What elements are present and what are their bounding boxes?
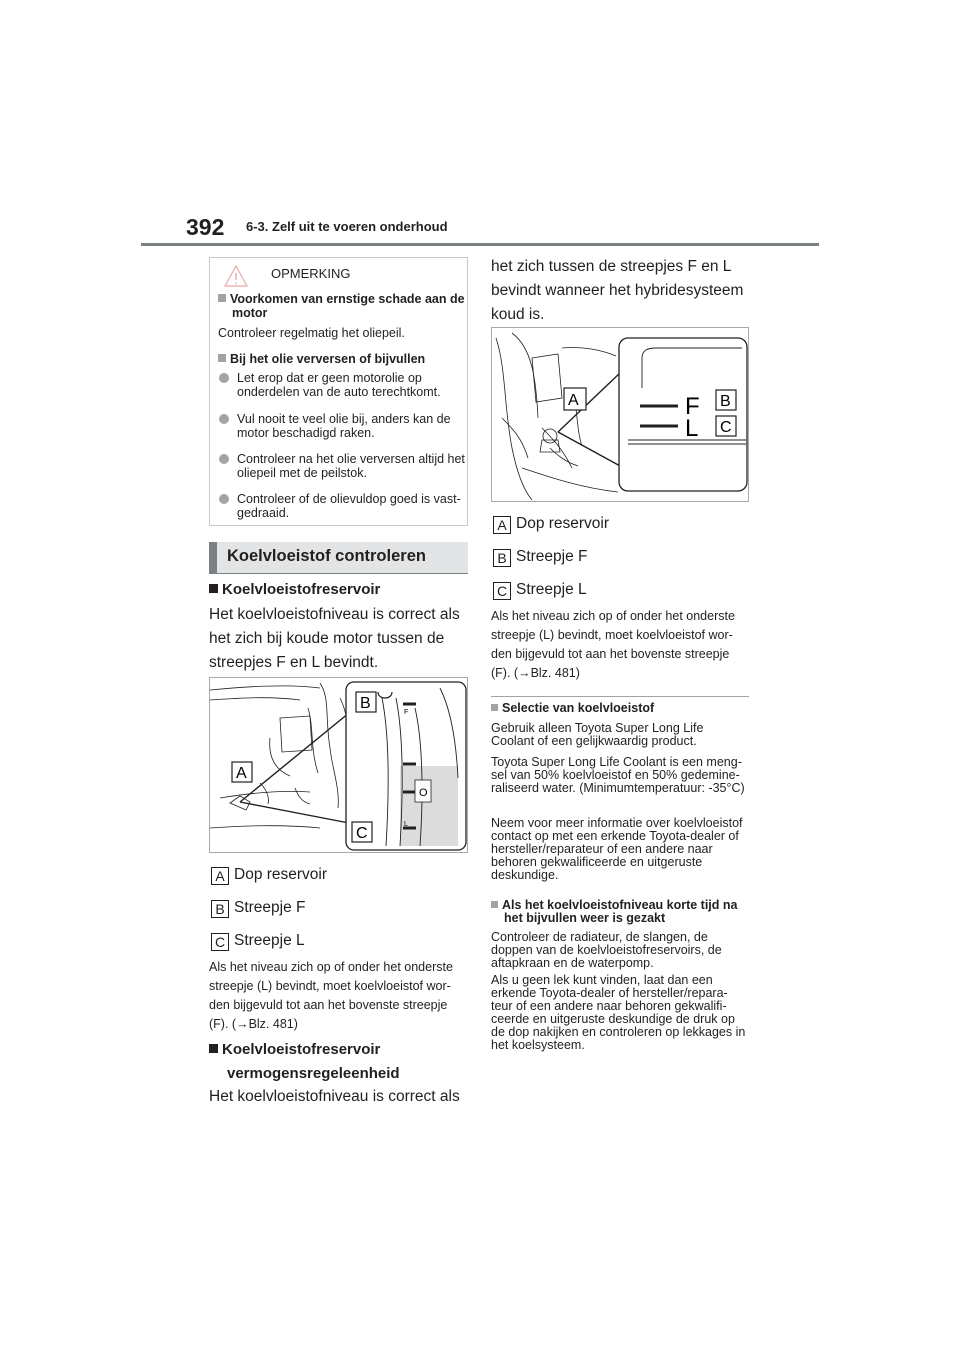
info-heading-level-drop: Als het koelvloeistofniveau korte tijd na het bijvullen weer is gezakt (491, 899, 749, 925)
round-bullet-icon (219, 454, 229, 464)
notice-bullet: Vul nooit te veel olie bij, anders kan de motor beschadigd raken. (218, 412, 481, 440)
figure-label-a: A (236, 765, 247, 782)
note-line: (F). (→Blz. 481) (491, 666, 580, 680)
figure-label-a: A (568, 392, 579, 409)
divider (491, 696, 749, 697)
note-line: (F). (→Blz. 481) (209, 1017, 298, 1031)
round-bullet-icon (219, 373, 229, 383)
square-bullet-icon (491, 704, 498, 711)
figure-mark-f: F (685, 393, 700, 420)
figure-mark-f: F (404, 709, 409, 716)
square-bullet-icon (218, 294, 226, 302)
body-line: streepjes F en L bevindt. (209, 654, 379, 671)
legend-item-a: A Dop reservoir (493, 515, 609, 534)
figure-mark-l: L (685, 415, 699, 442)
round-bullet-icon (219, 494, 229, 504)
figure-coolant-reservoir-engine (209, 677, 468, 853)
note-line: den bijgevuld tot aan het bovenste streepje (491, 647, 730, 661)
body-line: Het koelvloeistofniveau is correct als (209, 606, 460, 623)
info-heading-coolant-selection: Selectie van koelvloeistof (491, 702, 749, 715)
warning-icon (224, 265, 248, 287)
notice-bullet: Let erop dat er geen motorolie op onderdelen van de auto terechtkomt. (218, 371, 481, 399)
figure-label-c: C (356, 825, 368, 842)
section-heading-rule (209, 573, 468, 574)
info-paragraph: Neem voor meer informatie over koelvloeistof contact op met een erkende Toyota-dealer of hersteller/reparateur of een andere naar behoren gekwalificeerde en uitgeruste deskundige. (491, 816, 743, 882)
section-heading (209, 542, 468, 573)
pcu-illustration (492, 328, 749, 502)
subheading-pcu-reservoir: Koelvloeistofreservoir (209, 1041, 380, 1058)
header-rule (141, 243, 819, 246)
note-line: streepje (L) bevindt, moet koelvloeistof wor- (209, 979, 451, 993)
square-bullet-icon (218, 354, 226, 362)
figure-label-b: B (720, 393, 731, 410)
section-heading-text: Koelvloeistof controleren (227, 547, 426, 565)
body-line: koud is. (491, 306, 545, 323)
section-title: 6-3. Zelf uit te voeren onderhoud (246, 219, 448, 234)
notice-title: OPMERKING (271, 266, 351, 281)
subheading-pcu-reservoir-line2: vermogensregeleenheid (227, 1065, 400, 1082)
square-bullet-icon (209, 1044, 218, 1053)
note-line: streepje (L) bevindt, moet koelvloeistof wor- (491, 628, 733, 642)
engine-illustration (210, 678, 468, 853)
square-bullet-icon (491, 901, 498, 908)
page-number: 392 (186, 214, 225, 240)
info-paragraph: Als u geen lek kunt vinden, laat dan een erkende Toyota-dealer of hersteller/repara-teur of een andere naar behoren gekwalifi-ceerde en uitgeruste deskundige de druk op de dop nakijken en controleren op lekkages in het koelsysteem. (491, 973, 746, 1052)
info-paragraph: Toyota Super Long Life Coolant is een meng-sel van 50% koelvloeistof en 50% gedemine-raliseerd water. (Minimumtemperatuur: -35°C) (491, 755, 745, 795)
note-line: Als het niveau zich op of onder het onderste (209, 960, 453, 974)
figure-mark-l: L (404, 821, 408, 828)
body-line: bevindt wanneer het hybridesysteem (491, 282, 744, 299)
subheading-coolant-reservoir: Koelvloeistofreservoir (209, 581, 380, 598)
body-line: het zich tussen de streepjes F en L (491, 258, 732, 275)
notice-bullet: Controleer na het olie verversen altijd het oliepeil met de peilstok. (218, 452, 481, 480)
section-heading-bar (209, 542, 217, 573)
figure-label-c: C (720, 419, 732, 436)
legend-item-c: C Streepje L (211, 932, 305, 951)
notice-heading-1: Voorkomen van ernstige schade aan de motor (218, 292, 476, 320)
legend-item-b: B Streepje F (493, 548, 588, 567)
legend-item-b: B Streepje F (211, 899, 306, 918)
notice-heading-2: Bij het olie verversen of bijvullen (218, 352, 476, 366)
notice-bullet: Controleer of de olievuldop goed is vast-gedraaid. (218, 492, 481, 520)
notice-box (209, 257, 468, 526)
figure-coolant-reservoir-pcu (491, 327, 749, 502)
figure-mark-o: O (419, 787, 428, 799)
notice-text-1: Controleer regelmatig het oliepeil. (218, 326, 405, 340)
info-paragraph: Gebruik alleen Toyota Super Long Life Coolant of een gelijkwaardig product. (491, 721, 704, 748)
note-line: Als het niveau zich op of onder het onderste (491, 609, 735, 623)
body-line: het zich bij koude motor tussen de (209, 630, 445, 647)
info-paragraph: Controleer de radiateur, de slangen, de doppen van de koelvloeistofreservoirs, de aftapkraan en de waterpomp. (491, 930, 722, 970)
round-bullet-icon (219, 414, 229, 424)
legend-item-a: A Dop reservoir (211, 866, 327, 885)
square-bullet-icon (209, 584, 218, 593)
figure-label-b: B (360, 695, 371, 712)
note-line: den bijgevuld tot aan het bovenste streepje (209, 998, 448, 1012)
body-line: Het koelvloeistofniveau is correct als (209, 1088, 460, 1105)
legend-item-c: C Streepje L (493, 581, 587, 600)
